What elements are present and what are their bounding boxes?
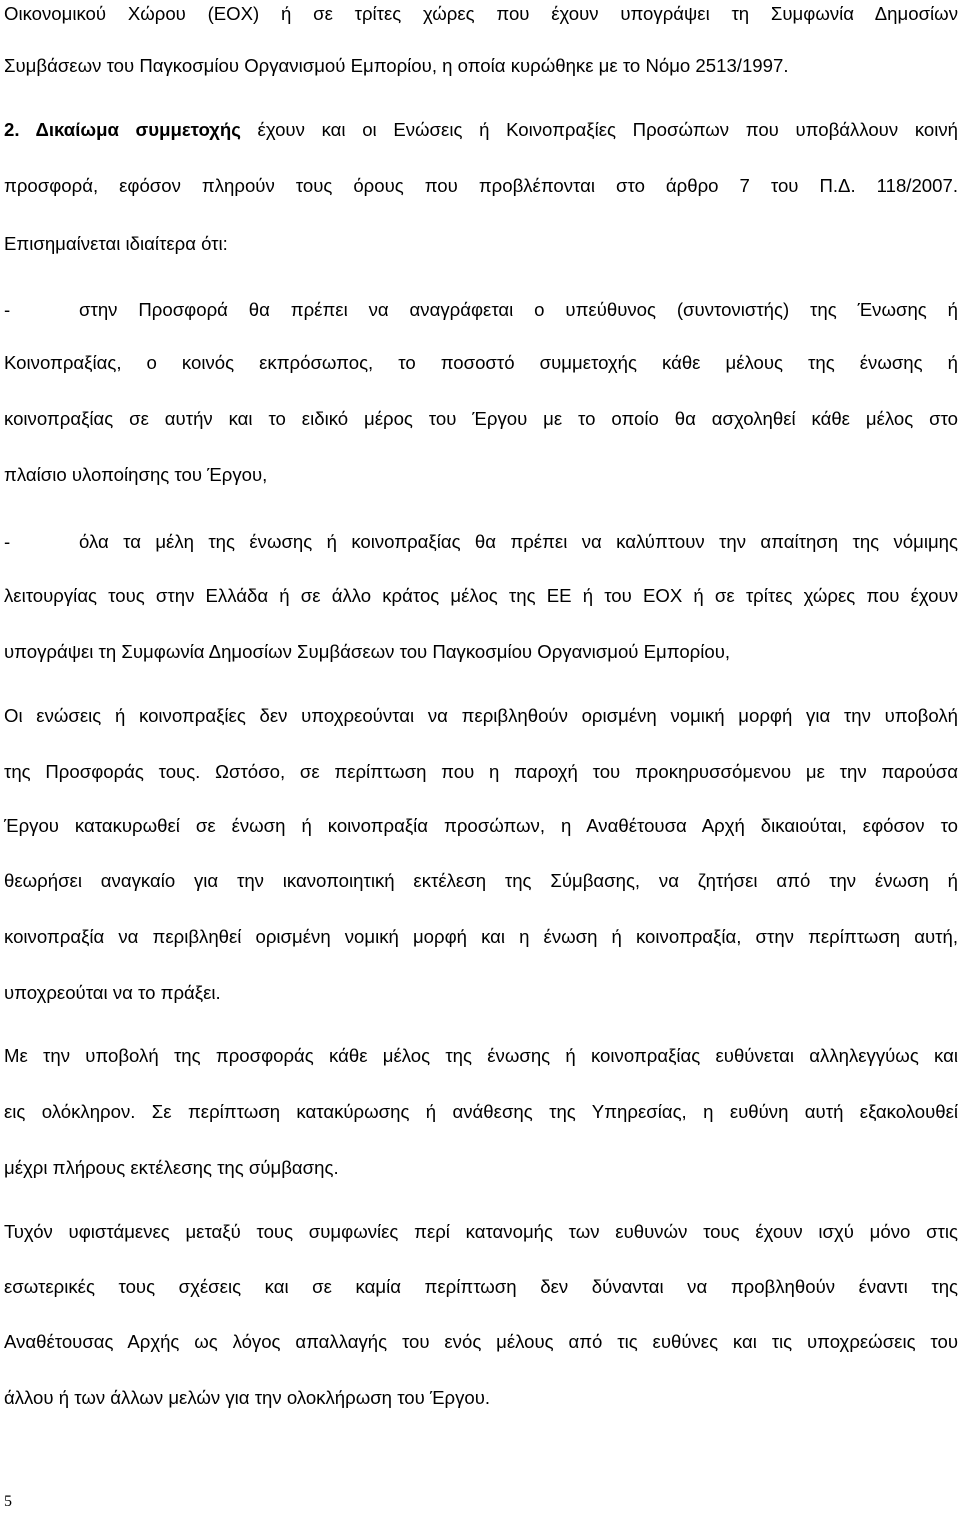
paragraph-line: θεωρήσει αναγκαίο για την ικανοποιητική εκτέλεση της Σύμβασης, να ζητήσει από την ένωση ή [4, 870, 958, 891]
paragraph-line: Έργου κατακυρωθεί σε ένωση ή κοινοπραξία προσώπων, η Αναθέτουσα Αρχή δικαιούται, εφόσον το [4, 815, 958, 836]
paragraph-line: κοινοπραξία να περιβληθεί ορισμένη νομική μορφή και η ένωση ή κοινοπραξία, στην περίπτωση αυτή, [4, 926, 958, 947]
bullet-line: κοινοπραξίας σε αυτήν και το ειδικό μέρος του Έργου με το οποίο θα ασχοληθεί κάθε μέλος στο [4, 408, 958, 429]
bullet-line: υπογράψει τη Συμφωνία Δημοσίων Συμβάσεων του Παγκοσμίου Οργανισμού Εμπορίου, [4, 641, 731, 662]
bullet-line: όλα τα μέλη της ένωσης ή κοινοπραξίας θα πρέπει να καλύπτουν την απαίτηση της νόμιμης [79, 531, 958, 552]
page-number: 5 [4, 1493, 12, 1510]
paragraph-line: Τυχόν υφιστάμενες μεταξύ τους συμφωνίες περί κατανομής των ευθυνών τους έχουν ισχύ μόνο στις [4, 1221, 958, 1242]
item-2-line: προσφορά, εφόσον πληρούν τους όρους που προβλέπονται στο άρθρο 7 του Π.Δ. 118/2007. [4, 175, 958, 196]
bullet-line: πλαίσιο υλοποίησης του Έργου, [4, 464, 268, 485]
paragraph-line: εις ολόκληρον. Σε περίπτωση κατακύρωσης ή ανάθεσης της Υπηρεσίας, η ευθύνη αυτή εξακολουθεί [4, 1101, 958, 1122]
paragraph-line: Οι ενώσεις ή κοινοπραξίες δεν υποχρεούνται να περιβληθούν ορισμένη νομική μορφή για την υποβολή [4, 705, 958, 726]
bullet-line: στην Προσφορά θα πρέπει να αναγράφεται ο υπεύθυνος (συντονιστής) της Ένωσης ή [79, 299, 958, 320]
paragraph-line: υποχρεούται να το πράξει. [4, 982, 221, 1003]
item-2-text: έχουν και οι Ενώσεις ή Κοινοπραξίες Προσώπων που υποβάλλουν κοινή [240, 119, 958, 140]
item-2-line [4, 116, 958, 144]
paragraph-line: Με την υποβολή της προσφοράς κάθε μέλος της ένωσης ή κοινοπραξίας ευθύνεται αλληλεγγύως και [4, 1045, 958, 1066]
paragraph-line: μέχρι πλήρους εκτέλεσης της σύμβασης. [4, 1157, 339, 1178]
paragraph-line: άλλου ή των άλλων μελών για την ολοκλήρωση του Έργου. [4, 1387, 491, 1408]
paragraph-line: της Προσφοράς τους. Ωστόσο, σε περίπτωση που η παροχή του προκηρυσσόμενου με την παρούσα [4, 761, 958, 782]
bullet-dash: - [4, 531, 11, 552]
paragraph-line: Αναθέτουσας Αρχής ως λόγος απαλλαγής του ενός μέλους από τις ευθύνες και τις υποχρεώσεις του [4, 1331, 958, 1352]
item-2-line: Επισημαίνεται ιδιαίτερα ότι: [4, 233, 228, 254]
bullet-line: λειτουργίας τους στην Ελλάδα ή σε άλλο κράτος μέλος της ΕΕ ή του ΕΟΧ ή σε τρίτες χώρες που έχουν [4, 585, 958, 606]
bullet-line: Κοινοπραξίας, ο κοινός εκπρόσωπος, το ποσοστό συμμετοχής κάθε μέλους της ένωσης ή [4, 352, 958, 373]
bullet-dash: - [4, 299, 11, 320]
paragraph-line: Συμβάσεων του Παγκοσμίου Οργανισμού Εμπορίου, η οποία κυρώθηκε με το Νόμο 2513/1997. [4, 55, 789, 76]
paragraph-line: Οικονομικού Χώρου (ΕΟΧ) ή σε τρίτες χώρες που έχουν υπογράψει τη Συμφωνία Δημοσίων [4, 3, 958, 24]
paragraph-line: εσωτερικές τους σχέσεις και σε καμία περίπτωση δεν δύνανται να προβληθούν έναντι της [4, 1276, 958, 1297]
item-2-heading: 2. Δικαίωμα συμμετοχής [4, 119, 241, 140]
